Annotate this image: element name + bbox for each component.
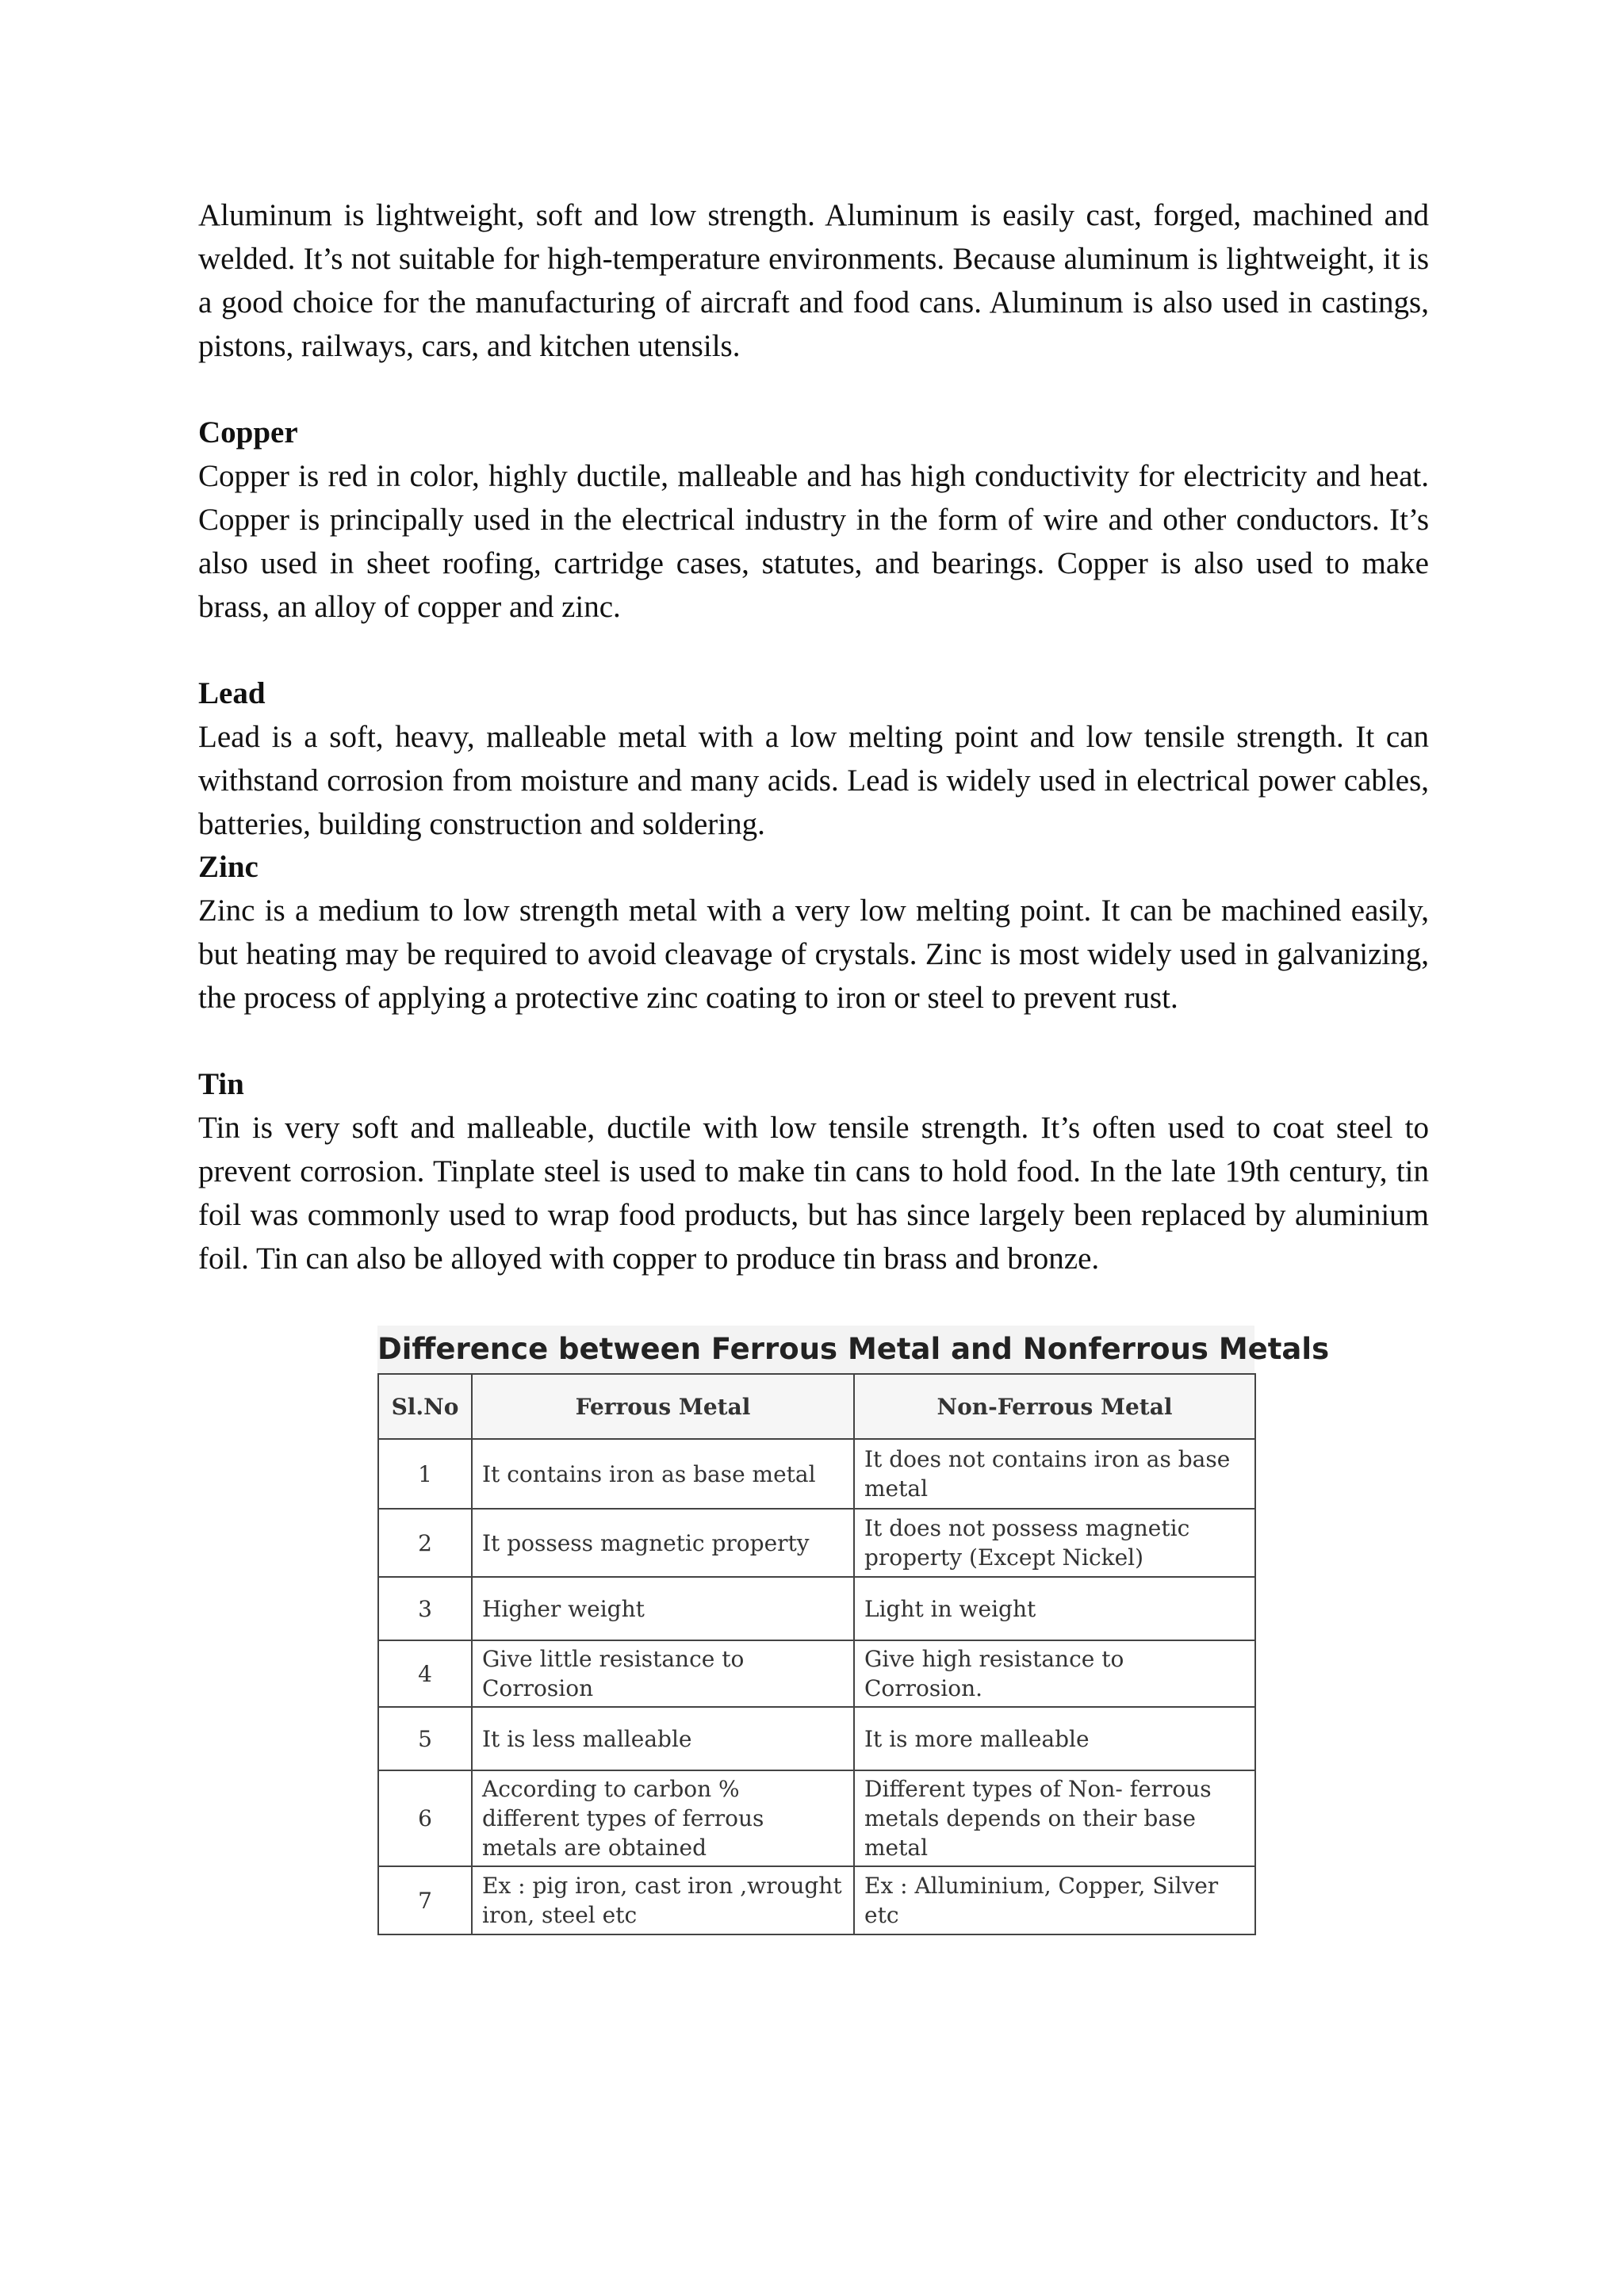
table-row bbox=[378, 1509, 1255, 1577]
lead-section bbox=[198, 672, 1429, 846]
copper-section bbox=[198, 411, 1429, 629]
zinc-paragraph: Zinc is a medium to low strength metal with a very low melting point. It can be machined easily, but heating may be required to avoid cleavage of crystals. Zinc is most widely used in galvanizing, the process of applying a protective zinc coating to iron or steel to prevent rust. bbox=[198, 894, 1429, 1015]
non-ferrous-cell: It does not possess magnetic property (Except Nickel) bbox=[854, 1509, 1255, 1577]
comparison-figure bbox=[377, 1326, 1330, 1935]
header-sl-no: Sl.No bbox=[378, 1374, 472, 1439]
row-number: 2 bbox=[378, 1509, 472, 1577]
row-number: 4 bbox=[378, 1640, 472, 1707]
header-non-ferrous-metal: Non-Ferrous Metal bbox=[854, 1374, 1255, 1439]
row-number: 1 bbox=[378, 1439, 472, 1509]
copper-heading: Copper bbox=[198, 415, 298, 450]
table-header-row bbox=[378, 1374, 1255, 1439]
table-row bbox=[378, 1640, 1255, 1707]
table-row bbox=[378, 1770, 1255, 1866]
table-row bbox=[378, 1577, 1255, 1640]
tin-heading: Tin bbox=[198, 1067, 244, 1101]
table-title: Difference between Ferrous Metal and Nonferrous Metals bbox=[377, 1326, 1254, 1373]
row-number: 6 bbox=[378, 1770, 472, 1866]
header-ferrous-metal: Ferrous Metal bbox=[472, 1374, 854, 1439]
non-ferrous-cell: Different types of Non- ferrous metals depends on their base metal bbox=[854, 1770, 1255, 1866]
lead-heading: Lead bbox=[198, 676, 266, 710]
comparison-table bbox=[377, 1373, 1256, 1935]
non-ferrous-cell: It is more malleable bbox=[854, 1707, 1255, 1770]
ferrous-cell: It is less malleable bbox=[472, 1707, 854, 1770]
ferrous-cell: According to carbon % different types of ferrous metals are obtained bbox=[472, 1770, 854, 1866]
non-ferrous-cell: Give high resistance to Corrosion. bbox=[854, 1640, 1255, 1707]
aluminum-section bbox=[198, 193, 1429, 368]
non-ferrous-cell: It does not contains iron as base metal bbox=[854, 1439, 1255, 1509]
zinc-section bbox=[198, 845, 1429, 1020]
non-ferrous-cell: Light in weight bbox=[854, 1577, 1255, 1640]
row-number: 7 bbox=[378, 1866, 472, 1934]
ferrous-cell: Ex : pig iron, cast iron ,wrought iron, steel etc bbox=[472, 1866, 854, 1934]
lead-paragraph: Lead is a soft, heavy, malleable metal with a low melting point and low tensile strength. It can withstand corrosion from moisture and many acids. Lead is widely used in electrical power cables, batteries, building construction and soldering. bbox=[198, 720, 1429, 841]
ferrous-cell: It possess magnetic property bbox=[472, 1509, 854, 1577]
table-row bbox=[378, 1866, 1255, 1934]
table-row bbox=[378, 1439, 1255, 1509]
copper-paragraph: Copper is red in color, highly ductile, malleable and has high conductivity for electricity and heat. Copper is principally used in the electrical industry in the form of wire and other conductors. It’s also used in sheet roofing, cartridge cases, statutes, and bearings. Copper is also used to make brass, an alloy of copper and zinc. bbox=[198, 459, 1429, 624]
row-number: 3 bbox=[378, 1577, 472, 1640]
row-number: 5 bbox=[378, 1707, 472, 1770]
ferrous-cell: It contains iron as base metal bbox=[472, 1439, 854, 1509]
ferrous-cell: Higher weight bbox=[472, 1577, 854, 1640]
non-ferrous-cell: Ex : Alluminium, Copper, Silver etc bbox=[854, 1866, 1255, 1934]
aluminum-paragraph: Aluminum is lightweight, soft and low strength. Aluminum is easily cast, forged, machined and welded. It’s not suitable for high-temperature environments. Because aluminum is lightweight, it is a good choice for the manufacturing of aircraft and food cans. Aluminum is also used in castings, pistons, railways, cars, and kitchen utensils. bbox=[198, 198, 1429, 363]
tin-section bbox=[198, 1062, 1429, 1280]
zinc-heading: Zinc bbox=[198, 850, 259, 884]
table-row bbox=[378, 1707, 1255, 1770]
tin-paragraph: Tin is very soft and malleable, ductile with low tensile strength. It’s often used to coat steel to prevent corrosion. Tinplate steel is used to make tin cans to hold food. In the late 19th century, tin foil was commonly used to wrap food products, but has since largely been replaced by aluminium foil. Tin can also be alloyed with copper to produce tin brass and bronze. bbox=[198, 1111, 1429, 1276]
ferrous-cell: Give little resistance to Corrosion bbox=[472, 1640, 854, 1707]
